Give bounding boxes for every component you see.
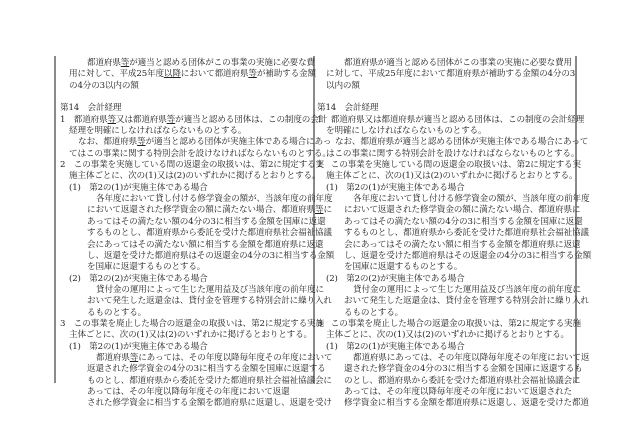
text-line	[314, 205, 581, 216]
text-segment: (1) 第2の(1)が実施主体である場合	[69, 341, 208, 352]
text-segment: 都道府県が適当と認める団体がこの事業の実施に必要な費用	[344, 58, 572, 68]
text-segment: 以内の額	[326, 80, 360, 91]
text-segment: を国庫に返還するものとする。	[344, 262, 463, 273]
text-segment: てはこの事業に関する特別会計を設けなければならないものとする。	[69, 148, 331, 159]
text-line	[317, 171, 578, 182]
text-segment: おいて発生した返還金は、貸付金を管理する特別会計に繰り入れ	[87, 296, 332, 307]
text-segment: 各年度において貸し付ける修学資金の額が、当該年度の前年度	[96, 194, 333, 205]
text-line	[60, 114, 328, 126]
text-line	[317, 160, 581, 171]
text-segment: が適当と認める団体は、この制度の会計	[175, 114, 328, 125]
text-line	[60, 296, 332, 307]
text-segment: なお、都道府県が適当と認める団体が実施主体である場合にあって	[335, 137, 589, 148]
underlined-revision: 等	[166, 114, 176, 125]
underlined-revision: 以降	[163, 69, 181, 80]
text-segment: 経理を明確にしなければならないものとする。	[69, 126, 247, 137]
text-segment: はこの事業に関する特別会計を設けなければならないものとする。	[326, 148, 580, 159]
text-line	[60, 239, 324, 251]
text-line	[60, 81, 310, 92]
text-line	[60, 171, 321, 182]
text-line	[317, 308, 573, 319]
text-line	[317, 274, 573, 285]
text-line	[317, 81, 573, 92]
text-line	[317, 250, 592, 262]
text-line	[317, 183, 573, 194]
text-line	[60, 58, 315, 69]
text-segment: が適当と認める団体が実施主体である場合にあっ	[145, 137, 332, 148]
text-segment: 主体ごとに、次の(1)又は(2)のいずれかに掲げるとおりとする。	[69, 330, 312, 341]
text-line	[60, 92, 310, 103]
underlined-revision: 等	[107, 114, 116, 125]
text-line	[60, 194, 333, 205]
current-text-column	[314, 58, 592, 410]
text-segment: し、返還を受けた都道府県はその返還金の4分の3に相当する金額	[344, 250, 592, 261]
text-line	[60, 205, 332, 216]
text-segment: のとし、都道府県から委託を受けた都道府県社会福祉協議会に	[344, 375, 581, 386]
text-segment: において返還された修学資金の額に満たない場合、都道府県	[87, 205, 315, 216]
text-line	[60, 183, 310, 194]
underlined-revision: 等	[120, 58, 130, 68]
text-line	[317, 387, 573, 398]
text-line	[60, 250, 335, 262]
text-segment: 返還された修学資金の4分の3に相当する金額を国庫に返還する	[87, 364, 326, 375]
text-segment: (1) 第2の(1)が実施主体である場合	[326, 182, 465, 193]
text-line	[60, 126, 310, 137]
text-line	[317, 330, 573, 341]
text-segment: あっては、その年度以降毎年度その年度において返還された	[344, 386, 572, 397]
underlined-revision: 等	[129, 352, 139, 363]
text-segment: ものとし、都道府県から委託を受けた都道府県社会福祉協議会に	[87, 375, 332, 386]
text-line	[317, 58, 573, 69]
text-segment: された修学資金に相当する金額を都道府県に返還し、返還を受け	[87, 398, 332, 409]
text-segment: 会にあってはその満たない額に相当する金額を都道府県に返還	[87, 239, 324, 250]
text-line	[60, 137, 332, 148]
text-line	[317, 228, 589, 239]
text-line	[60, 228, 332, 239]
text-segment: あっては、その年度以降毎年度その年度において返還	[87, 386, 290, 397]
text-segment: るものとする。	[87, 307, 147, 318]
text-line	[317, 126, 573, 137]
text-segment: あってはその満たない額の4分の3に相当する金額を国庫に返還	[87, 216, 326, 227]
text-line	[317, 296, 589, 307]
text-line	[60, 308, 310, 319]
text-segment: 会にあってはその満たない額に相当する金額を都道府県に返還	[344, 239, 581, 250]
text-segment: なお、都道府県	[78, 137, 138, 148]
text-line	[317, 239, 581, 251]
text-segment: 第14 会計経理	[317, 103, 379, 114]
text-line	[60, 284, 324, 296]
text-segment: るものとする。	[344, 307, 404, 318]
text-segment: 主体ごとに、次の(1)又は(2)のいずれかに掲げるとおりとする。	[326, 330, 569, 341]
text-segment: (1) 第2の(1)が実施主体である場合	[326, 341, 465, 352]
text-line	[317, 216, 583, 228]
text-line	[317, 364, 583, 375]
text-segment: 用に対して、平成25年度	[69, 69, 164, 80]
text-line	[60, 375, 332, 387]
text-segment: (1) 第2の(1)が実施主体である場合	[69, 182, 208, 193]
text-line	[60, 262, 310, 273]
text-segment: 修学資金に相当する金額を都道府県に返還し、返還を受けた都道	[344, 398, 589, 409]
text-segment: において都道府県	[180, 69, 249, 80]
text-segment: おいて発生した返還金は、貸付金を管理する特別会計に繰り入れ	[344, 296, 589, 307]
text-line	[317, 148, 580, 160]
text-segment: 施主体ごとに、次の(1)又は(2)のいずれかに掲げるとおりとする。	[69, 171, 321, 182]
text-segment: 施主体ごとに、次の(1)又は(2)のいずれかに掲げるとおりとする。	[326, 171, 578, 182]
text-segment: するものとし、都道府県から委託を受けた都道府県社会福祉協議	[344, 228, 589, 239]
text-line	[60, 160, 324, 171]
text-segment: (2) 第2の(2)が実施主体である場合	[326, 273, 465, 284]
text-segment: が適当と認める団体がこの事業の実施に必要な費	[129, 58, 315, 68]
text-line	[317, 103, 573, 114]
text-segment: 2 この事業を実施している間の返還金の取扱いは、第2に規定する実	[317, 160, 581, 171]
text-segment: 還された修学資金の4分の3に相当する金額を国庫に返還するも	[344, 364, 583, 375]
text-segment: の4分の3以内の額	[69, 80, 139, 91]
text-line	[317, 342, 573, 353]
underlined-revision: 等	[137, 137, 146, 148]
text-line	[317, 137, 589, 148]
text-line	[60, 398, 332, 409]
text-segment: を明確にしなければならないものとする。	[326, 126, 487, 137]
text-segment: 各年度において貸し付ける修学資金の額が、当該年度の前年度	[353, 194, 590, 205]
text-line	[317, 398, 589, 409]
underlined-revision: 等	[248, 69, 257, 80]
text-line	[317, 69, 576, 80]
text-line	[60, 342, 310, 353]
text-segment: 2 この事業を実施している間の返還金の取扱いは、第2に規定する実	[60, 160, 324, 171]
text-segment: 都道府県にあっては、その年度以降毎年度その年度において返	[353, 352, 590, 363]
revised-text-column	[60, 58, 335, 410]
text-segment: が補助する金額	[256, 69, 316, 80]
text-segment: (2) 第2の(2)が実施主体である場合	[69, 273, 208, 284]
text-line	[60, 103, 310, 114]
text-line	[60, 148, 331, 160]
text-line	[60, 274, 310, 285]
text-line	[60, 69, 316, 80]
left-border	[54, 56, 56, 383]
text-line	[317, 318, 581, 330]
text-line	[317, 352, 590, 364]
text-line	[60, 364, 326, 375]
text-segment: 3 この事業を廃止した場合の返還金の取扱いは、第2に規定する実施	[317, 318, 581, 329]
text-line	[60, 318, 324, 330]
text-line	[60, 352, 333, 364]
text-segment: するものとし、都道府県から委託を受けた都道府県社会福祉協議	[87, 228, 332, 239]
text-line	[317, 284, 581, 296]
text-segment: 1 都道府県	[60, 114, 108, 125]
underlined-revision: 等	[314, 205, 324, 216]
text-segment: 第14 会計経理	[60, 103, 122, 114]
text-line	[317, 375, 581, 387]
text-line	[60, 387, 310, 398]
text-segment: 都道府県	[87, 58, 121, 68]
text-segment: 3 この事業を廃止した場合の返還金の取扱いは、第2に規定する実施	[60, 318, 324, 329]
text-line	[317, 92, 573, 103]
text-segment: にあっては、その年度以降毎年度その年度において	[138, 352, 333, 363]
text-segment: 貸付金の運用によって生じた運用益及び当該年度の前年度に	[353, 284, 581, 295]
text-segment: に対して、平成25年度において都道府県が補助する金額の4分の3	[326, 69, 576, 80]
text-line	[317, 114, 585, 126]
text-segment: に	[323, 205, 332, 216]
text-line	[60, 330, 310, 341]
text-line	[317, 262, 573, 273]
text-segment: 貸付金の運用によって生じた運用益及び当該年度の前年度に	[96, 284, 324, 295]
text-segment: において返還された修学資金の額に満たない場合、都道府県に	[344, 205, 581, 216]
text-segment: 又は都道府県	[116, 114, 167, 125]
text-segment: あってはその満たない額の4分の3に相当する金額を国庫に返還	[344, 216, 583, 227]
text-segment: を国庫に返還するものとする。	[87, 262, 206, 273]
text-line	[60, 216, 326, 228]
text-segment: 1 都道府県又は都道府県が適当と認める団体は、この制度の会計経理	[317, 114, 585, 125]
text-segment: 都道府県	[96, 352, 130, 363]
text-line	[317, 194, 590, 205]
text-segment: し、返還を受けた都道府県はその返還金の4分の3に相当する金額	[87, 250, 335, 261]
